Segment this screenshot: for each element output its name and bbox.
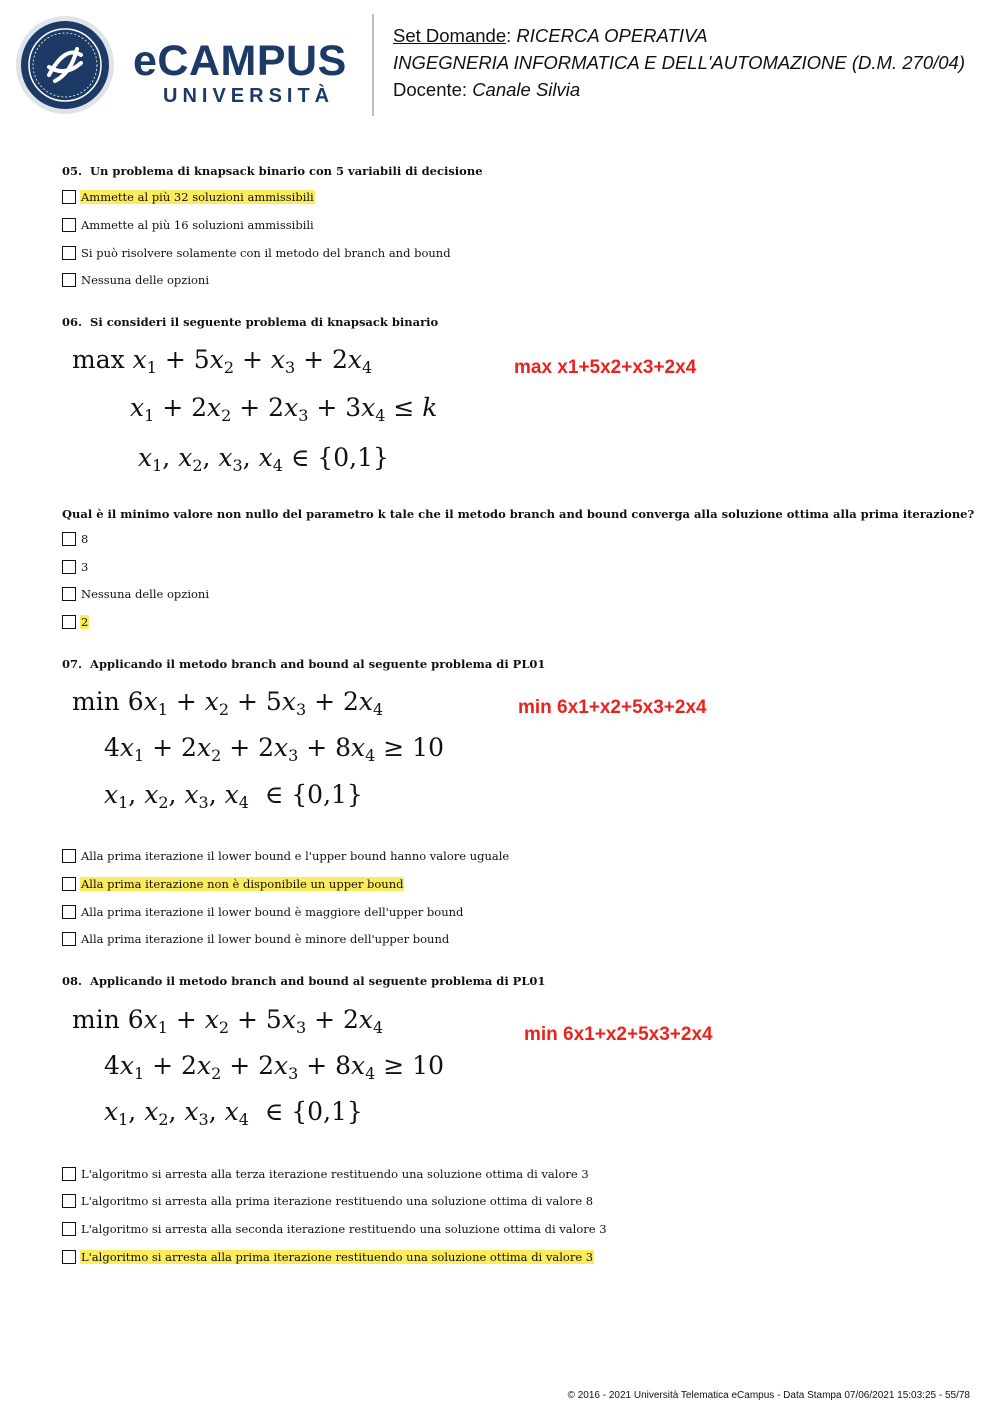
set-value: RICERCA OPERATIVA	[516, 25, 708, 46]
option-text: Nessuna delle opzioni	[81, 273, 210, 287]
question-07-option-1[interactable]	[62, 848, 510, 864]
option-text: Alla prima iterazione il lower bound e l'upper bound hanno valore uguale	[81, 849, 510, 863]
formula-domain: $x_1$, $x_2$, $x_3$, $x_4$ ∈ {0,1}	[104, 1097, 363, 1129]
formula-objective: $\min 6x_1 + x_2 + 5x_3 + 2x_4$	[72, 687, 384, 719]
option-text: Alla prima iterazione non è disponibile un upper bound	[81, 877, 404, 891]
question-08-annotation: min 6x1+x2+5x3+2x4	[524, 1024, 713, 1045]
checkbox[interactable]	[62, 246, 76, 260]
checkbox[interactable]	[62, 190, 76, 204]
formula-domain: $x_1$, $x_2$, $x_3$, $x_4$ ∈ {0,1}	[104, 780, 363, 812]
checkbox[interactable]	[62, 1250, 76, 1264]
checkbox[interactable]	[62, 615, 76, 629]
ecampus-seal-logo	[15, 15, 115, 115]
option-text: L'algoritmo si arresta alla terza iterazione restituendo una soluzione ottima di valore 3	[81, 1167, 589, 1181]
checkbox[interactable]	[62, 532, 76, 546]
question-08-option-4[interactable]	[62, 1249, 594, 1265]
teacher-label: Docente	[393, 79, 462, 100]
option-text: Alla prima iterazione il lower bound è maggiore dell'upper bound	[81, 905, 464, 919]
checkbox[interactable]	[62, 877, 76, 891]
question-07-annotation: min 6x1+x2+5x3+2x4	[518, 697, 707, 718]
question-number: 07.	[62, 657, 83, 671]
checkbox[interactable]	[62, 905, 76, 919]
formula-constraint: $4x_1 + 2x_2 + 2x_3 + 8x_4 \ge 10$	[104, 1051, 444, 1083]
checkbox[interactable]	[62, 1222, 76, 1236]
checkbox[interactable]	[62, 932, 76, 946]
question-08-option-2[interactable]	[62, 1193, 594, 1209]
question-05-option-3[interactable]	[62, 245, 452, 261]
formula-objective: $\min 6x_1 + x_2 + 5x_3 + 2x_4$	[72, 1005, 384, 1037]
brand	[133, 38, 347, 108]
checkbox[interactable]	[62, 1167, 76, 1181]
question-07-title	[62, 657, 545, 671]
option-text: 2	[81, 615, 89, 629]
brand-name: eCAMPUS	[133, 37, 347, 85]
option-text: Si può risolvere solamente con il metodo del branch and bound	[81, 246, 451, 260]
set-label: Set Domande	[393, 25, 507, 46]
option-text: L'algoritmo si arresta alla seconda iterazione restituendo una soluzione ottima di valore 3	[81, 1222, 607, 1236]
teacher-value: Canale Silvia	[472, 79, 581, 100]
question-06-annotation: max x1+5x2+x3+2x4	[514, 357, 697, 378]
formula-objective: $\max x_1 + 5x_2 + x_3 + 2x_4$	[72, 345, 373, 377]
question-05-title	[62, 164, 483, 178]
option-text: Ammette al più 32 soluzioni ammissibili	[81, 190, 314, 204]
question-number: 08.	[62, 974, 83, 988]
question-number: 05.	[62, 164, 83, 178]
question-05-option-4[interactable]	[62, 272, 210, 288]
question-05-option-1[interactable]	[62, 189, 315, 205]
option-text: L'algoritmo si arresta alla prima iterazione restituendo una soluzione ottima di valore 8	[81, 1194, 594, 1208]
question-07-option-2[interactable]	[62, 876, 404, 892]
option-text: 3	[81, 560, 89, 574]
page-footer: © 2016 - 2021 Università Telematica eCampus - Data Stampa 07/06/2021 15:03:25 - 55/78	[567, 1390, 970, 1401]
teacher-line: Docente: Canale Silvia	[393, 79, 581, 100]
header-info	[393, 22, 965, 103]
question-07-option-3[interactable]	[62, 904, 464, 920]
option-text: 8	[81, 532, 89, 546]
question-06-option-1[interactable]	[62, 531, 89, 547]
option-text: Alla prima iterazione il lower bound è minore dell'upper bound	[81, 932, 450, 946]
question-06-option-4[interactable]	[62, 614, 89, 630]
question-06-follow-up: Qual è il minimo valore non nullo del parametro k tale che il metodo branch and bound converga alla soluzione ottima alla prima iterazione?	[62, 507, 975, 521]
checkbox[interactable]	[62, 560, 76, 574]
option-text: Ammette al più 16 soluzioni ammissibili	[81, 218, 314, 232]
formula-constraint: $4x_1 + 2x_2 + 2x_3 + 8x_4 \ge 10$	[104, 733, 444, 765]
option-text: Nessuna delle opzioni	[81, 587, 210, 601]
option-text: L'algoritmo si arresta alla prima iterazione restituendo una soluzione ottima di valore 3	[81, 1250, 594, 1264]
question-08-option-3[interactable]	[62, 1221, 608, 1237]
question-07-option-4[interactable]	[62, 931, 450, 947]
question-text: Applicando il metodo branch and bound al seguente problema di PL01	[90, 974, 546, 988]
checkbox[interactable]	[62, 273, 76, 287]
checkbox[interactable]	[62, 218, 76, 232]
question-08-option-1[interactable]	[62, 1166, 590, 1182]
set-line: Set Domande: RICERCA OPERATIVA	[393, 25, 708, 46]
question-06-option-3[interactable]	[62, 586, 210, 602]
course-line	[393, 49, 965, 76]
header-divider	[372, 14, 374, 116]
course-name: INGEGNERIA INFORMATICA E DELL'AUTOMAZIONE (D.M. 270/04)	[393, 52, 965, 73]
question-text: Si consideri il seguente problema di knapsack binario	[90, 315, 439, 329]
question-06-option-2[interactable]	[62, 559, 89, 575]
question-text: Applicando il metodo branch and bound al seguente problema di PL01	[90, 657, 546, 671]
checkbox[interactable]	[62, 587, 76, 601]
question-05-option-2[interactable]	[62, 217, 315, 233]
formula-constraint: $x_1 + 2x_2 + 2x_3 + 3x_4 \le k$	[130, 393, 438, 425]
question-text: Un problema di knapsack binario con 5 variabili di decisione	[90, 164, 483, 178]
question-08-title	[62, 974, 545, 988]
checkbox[interactable]	[62, 849, 76, 863]
formula-domain: $x_1$, $x_2$, $x_3$, $x_4$ ∈ {0,1}	[138, 443, 389, 475]
checkbox[interactable]	[62, 1194, 76, 1208]
question-number: 06.	[62, 315, 83, 329]
question-06-title	[62, 315, 438, 329]
brand-subtitle: UNIVERSITÀ	[163, 85, 335, 107]
